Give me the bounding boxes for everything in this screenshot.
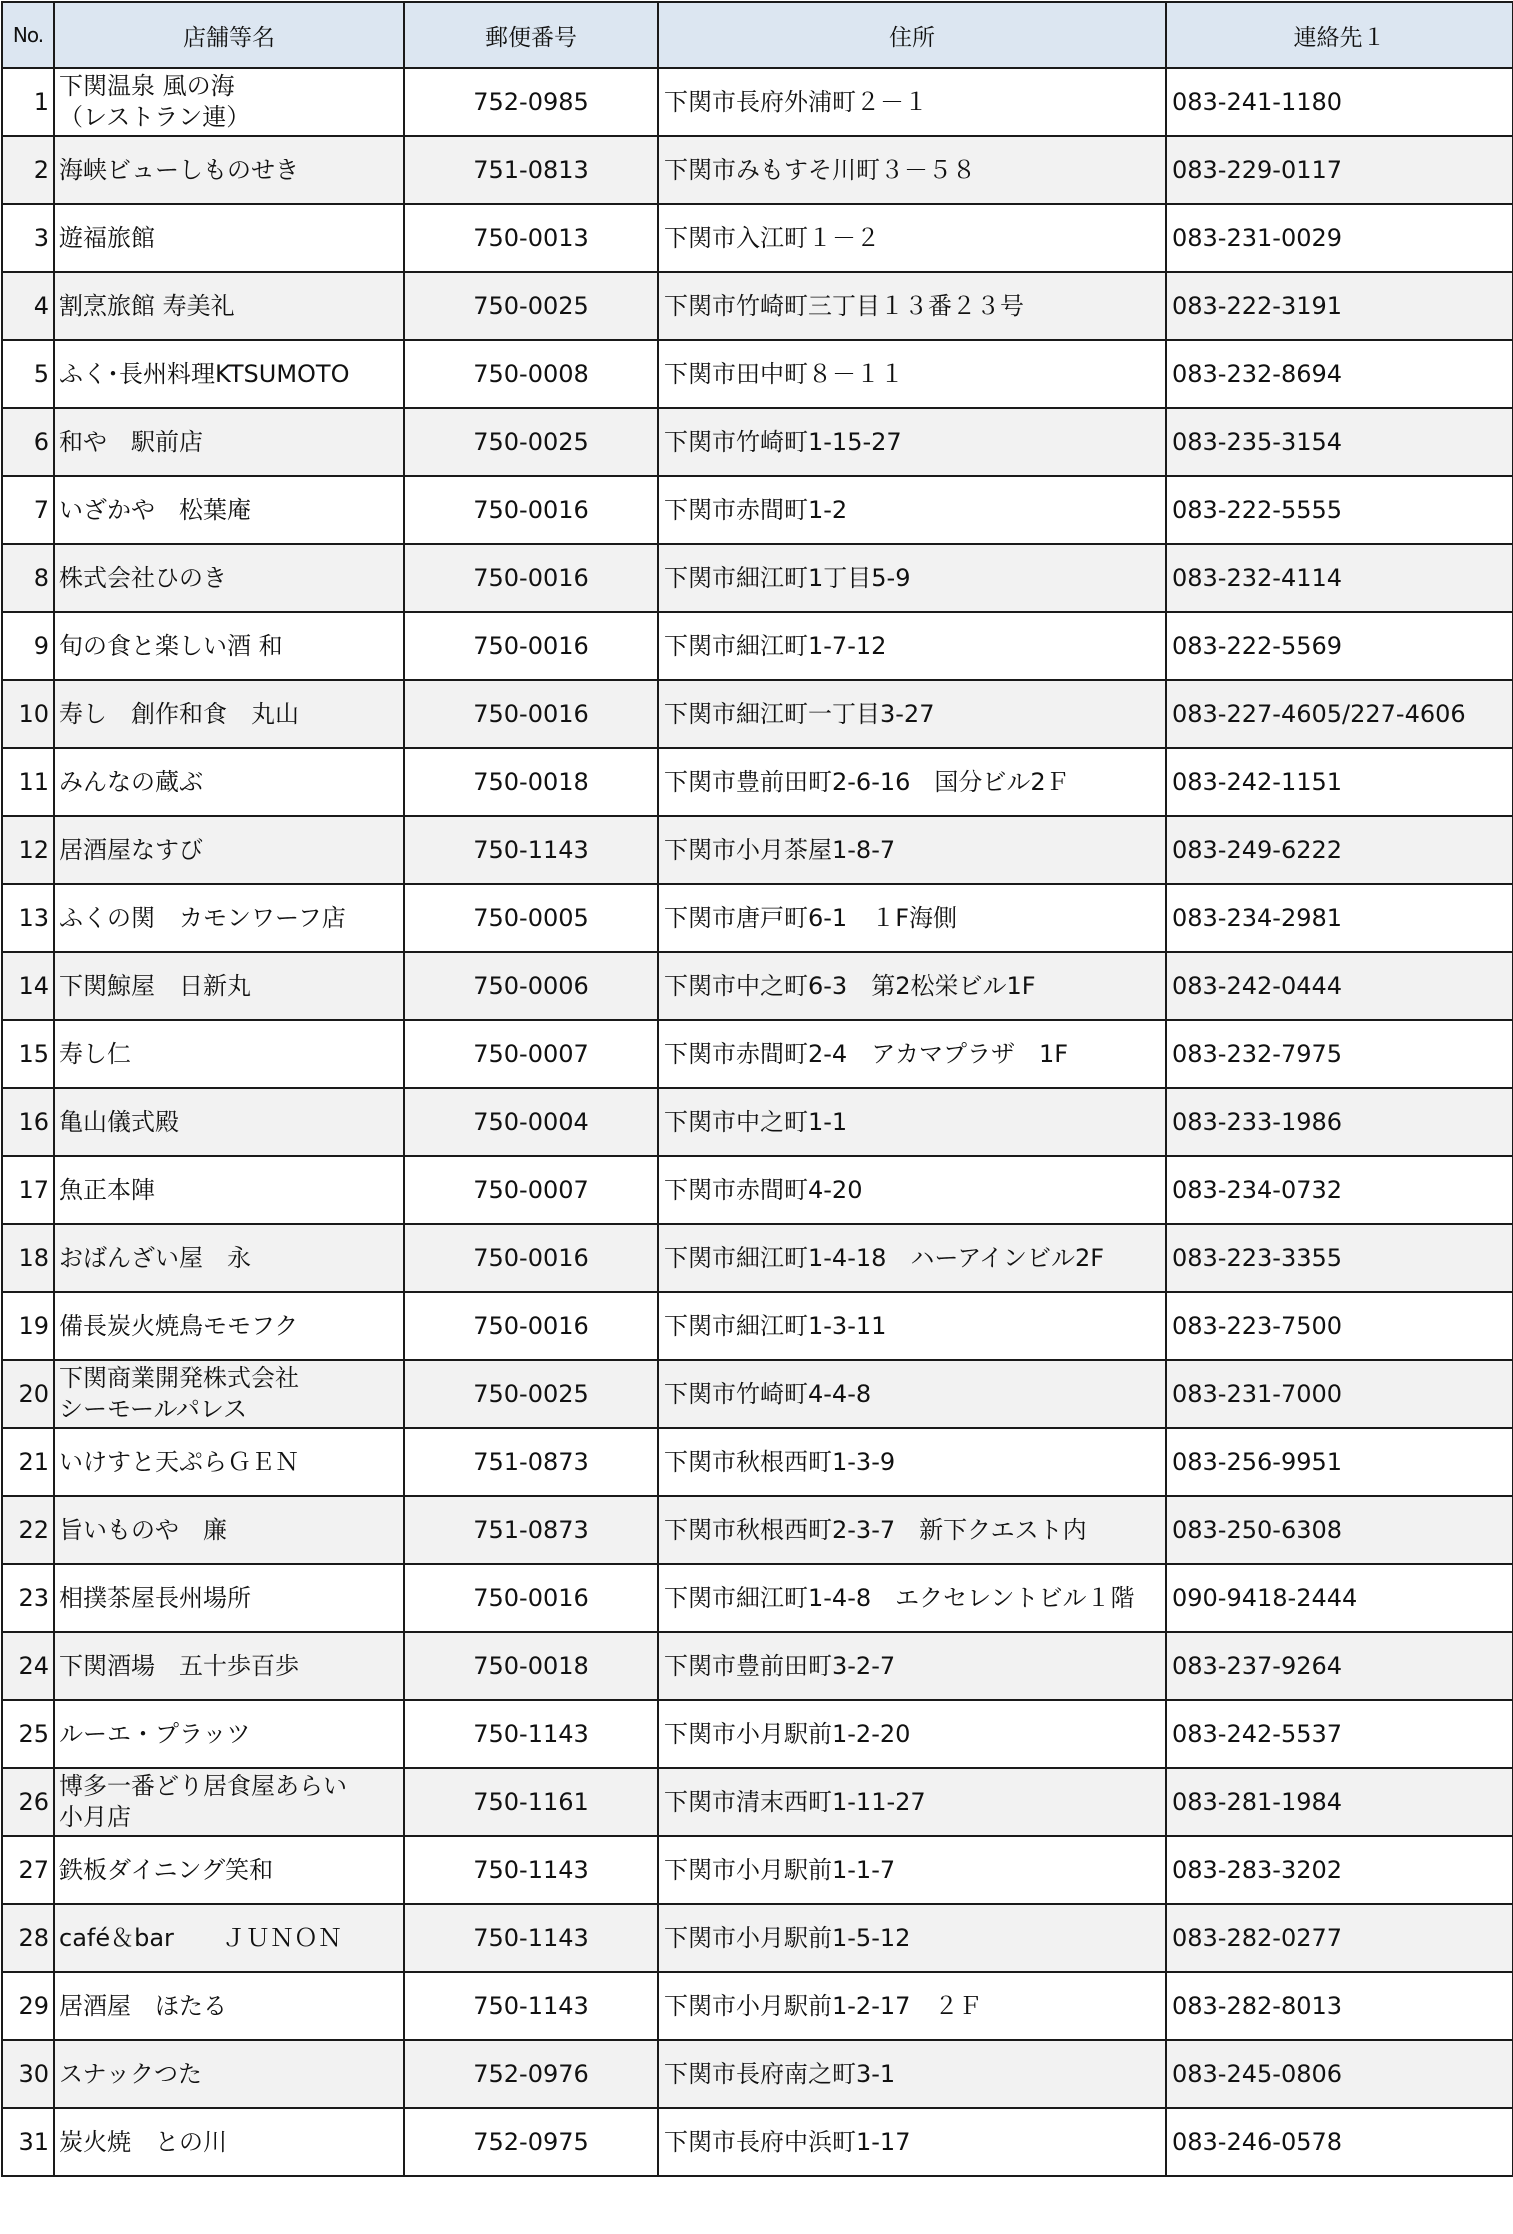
address: 下関市赤間町1-2 bbox=[658, 476, 1166, 544]
store-name: 備長炭火焼鳥モモフク bbox=[54, 1292, 404, 1360]
store-name: ふくの関 カモンワーフ店 bbox=[54, 884, 404, 952]
row-number: 28 bbox=[2, 1904, 54, 1972]
table-row bbox=[2, 748, 1513, 816]
postal-code: 751-0813 bbox=[404, 136, 658, 204]
table-row bbox=[2, 340, 1513, 408]
postal-code: 750-0018 bbox=[404, 748, 658, 816]
table-row bbox=[2, 1768, 1513, 1836]
address: 下関市赤間町4-20 bbox=[658, 1156, 1166, 1224]
contact-phone: 090-9418-2444 bbox=[1166, 1564, 1513, 1632]
row-number: 5 bbox=[2, 340, 54, 408]
row-number: 1 bbox=[2, 68, 54, 136]
store-name: 居酒屋 ほたる bbox=[54, 1972, 404, 2040]
store-name: 下関温泉 風の海 （レストラン連） bbox=[54, 68, 404, 136]
postal-code: 750-1143 bbox=[404, 1836, 658, 1904]
row-number: 14 bbox=[2, 952, 54, 1020]
address: 下関市みもすそ川町３－５８ bbox=[658, 136, 1166, 204]
postal-code: 750-0006 bbox=[404, 952, 658, 1020]
table-row bbox=[2, 612, 1513, 680]
contact-phone: 083-232-8694 bbox=[1166, 340, 1513, 408]
postal-code: 750-1143 bbox=[404, 1972, 658, 2040]
postal-code: 750-0016 bbox=[404, 680, 658, 748]
store-name: おばんざい屋 永 bbox=[54, 1224, 404, 1292]
table-row bbox=[2, 1700, 1513, 1768]
table-row bbox=[2, 1972, 1513, 2040]
postal-code: 750-1161 bbox=[404, 1768, 658, 1836]
store-name: 博多一番どり居食屋あらい 小月店 bbox=[54, 1768, 404, 1836]
header-row bbox=[2, 2, 1513, 68]
address: 下関市細江町1-4-18 ハーアインビル2F bbox=[658, 1224, 1166, 1292]
postal-code: 750-0025 bbox=[404, 1360, 658, 1428]
address: 下関市小月茶屋1-8-7 bbox=[658, 816, 1166, 884]
row-number: 27 bbox=[2, 1836, 54, 1904]
table-row bbox=[2, 544, 1513, 612]
row-number: 19 bbox=[2, 1292, 54, 1360]
table-row bbox=[2, 408, 1513, 476]
table-row bbox=[2, 2108, 1513, 2176]
address: 下関市小月駅前1-1-7 bbox=[658, 1836, 1166, 1904]
postal-code: 750-0016 bbox=[404, 1292, 658, 1360]
store-name: ルーエ・プラッツ bbox=[54, 1700, 404, 1768]
address: 下関市長府南之町3-1 bbox=[658, 2040, 1166, 2108]
address: 下関市竹崎町4-4-8 bbox=[658, 1360, 1166, 1428]
store-name: ふく･長州料理KTSUMOTO bbox=[54, 340, 404, 408]
header-postal-code: 郵便番号 bbox=[404, 2, 658, 68]
header-contact: 連絡先１ bbox=[1166, 2, 1513, 68]
table-row bbox=[2, 204, 1513, 272]
table-row bbox=[2, 68, 1513, 136]
table-row bbox=[2, 1496, 1513, 1564]
row-number: 31 bbox=[2, 2108, 54, 2176]
store-name: いけすと天ぷらＧＥＮ bbox=[54, 1428, 404, 1496]
postal-code: 750-0025 bbox=[404, 272, 658, 340]
address: 下関市細江町1丁目5-9 bbox=[658, 544, 1166, 612]
postal-code: 750-0016 bbox=[404, 1224, 658, 1292]
row-number: 29 bbox=[2, 1972, 54, 2040]
row-number: 15 bbox=[2, 1020, 54, 1088]
store-name: 鉄板ダイニング笑和 bbox=[54, 1836, 404, 1904]
table-row bbox=[2, 884, 1513, 952]
store-name: 下関鯨屋 日新丸 bbox=[54, 952, 404, 1020]
postal-code: 750-0016 bbox=[404, 544, 658, 612]
table-row bbox=[2, 1360, 1513, 1428]
address: 下関市中之町1-1 bbox=[658, 1088, 1166, 1156]
store-name: 亀山儀式殿 bbox=[54, 1088, 404, 1156]
store-name: 旨いものや 廉 bbox=[54, 1496, 404, 1564]
row-number: 6 bbox=[2, 408, 54, 476]
table-row bbox=[2, 1632, 1513, 1700]
contact-phone: 083-229-0117 bbox=[1166, 136, 1513, 204]
table-row bbox=[2, 1224, 1513, 1292]
store-name: 割烹旅館 寿美礼 bbox=[54, 272, 404, 340]
address: 下関市豊前田町3-2-7 bbox=[658, 1632, 1166, 1700]
row-number: 21 bbox=[2, 1428, 54, 1496]
store-name: 下関商業開発株式会社 シーモールパレス bbox=[54, 1360, 404, 1428]
row-number: 12 bbox=[2, 816, 54, 884]
store-name: スナックつた bbox=[54, 2040, 404, 2108]
contact-phone: 083-281-1984 bbox=[1166, 1768, 1513, 1836]
header-address: 住所 bbox=[658, 2, 1166, 68]
store-name: みんなの蔵ぶ bbox=[54, 748, 404, 816]
postal-code: 752-0985 bbox=[404, 68, 658, 136]
postal-code: 751-0873 bbox=[404, 1428, 658, 1496]
table-row bbox=[2, 1564, 1513, 1632]
address: 下関市細江町一丁目3-27 bbox=[658, 680, 1166, 748]
store-table bbox=[1, 1, 1513, 2177]
contact-phone: 083-241-1180 bbox=[1166, 68, 1513, 136]
table-row bbox=[2, 816, 1513, 884]
header-no: No. bbox=[2, 2, 54, 68]
row-number: 22 bbox=[2, 1496, 54, 1564]
store-name: 相撲茶屋長州場所 bbox=[54, 1564, 404, 1632]
store-name: 魚正本陣 bbox=[54, 1156, 404, 1224]
header-store-name: 店舗等名 bbox=[54, 2, 404, 68]
contact-phone: 083-235-3154 bbox=[1166, 408, 1513, 476]
store-name: 株式会社ひのき bbox=[54, 544, 404, 612]
row-number: 9 bbox=[2, 612, 54, 680]
contact-phone: 083-282-8013 bbox=[1166, 1972, 1513, 2040]
address: 下関市唐戸町6-1 １F海側 bbox=[658, 884, 1166, 952]
contact-phone: 083-222-5555 bbox=[1166, 476, 1513, 544]
address: 下関市入江町１－２ bbox=[658, 204, 1166, 272]
store-name: 和や 駅前店 bbox=[54, 408, 404, 476]
contact-phone: 083-282-0277 bbox=[1166, 1904, 1513, 1972]
postal-code: 750-0005 bbox=[404, 884, 658, 952]
address: 下関市長府中浜町1-17 bbox=[658, 2108, 1166, 2176]
address: 下関市長府外浦町２－１ bbox=[658, 68, 1166, 136]
postal-code: 750-0004 bbox=[404, 1088, 658, 1156]
contact-phone: 083-232-4114 bbox=[1166, 544, 1513, 612]
row-number: 4 bbox=[2, 272, 54, 340]
contact-phone: 083-223-3355 bbox=[1166, 1224, 1513, 1292]
postal-code: 750-0008 bbox=[404, 340, 658, 408]
postal-code: 750-0013 bbox=[404, 204, 658, 272]
postal-code: 750-0007 bbox=[404, 1156, 658, 1224]
table-row bbox=[2, 1088, 1513, 1156]
table-row bbox=[2, 2040, 1513, 2108]
row-number: 30 bbox=[2, 2040, 54, 2108]
store-name: café＆bar ＪＵＮＯＮ bbox=[54, 1904, 404, 1972]
contact-phone: 083-242-0444 bbox=[1166, 952, 1513, 1020]
row-number: 10 bbox=[2, 680, 54, 748]
postal-code: 750-1143 bbox=[404, 1700, 658, 1768]
postal-code: 750-1143 bbox=[404, 816, 658, 884]
contact-phone: 083-237-9264 bbox=[1166, 1632, 1513, 1700]
contact-phone: 083-283-3202 bbox=[1166, 1836, 1513, 1904]
row-number: 26 bbox=[2, 1768, 54, 1836]
contact-phone: 083-249-6222 bbox=[1166, 816, 1513, 884]
contact-phone: 083-234-0732 bbox=[1166, 1156, 1513, 1224]
row-number: 25 bbox=[2, 1700, 54, 1768]
address: 下関市細江町1-3-11 bbox=[658, 1292, 1166, 1360]
store-name: 旬の食と楽しい酒 和 bbox=[54, 612, 404, 680]
postal-code: 750-0025 bbox=[404, 408, 658, 476]
table-row bbox=[2, 680, 1513, 748]
postal-code: 750-0016 bbox=[404, 476, 658, 544]
store-name: いざかや 松葉庵 bbox=[54, 476, 404, 544]
postal-code: 751-0873 bbox=[404, 1496, 658, 1564]
store-name: 寿し 創作和食 丸山 bbox=[54, 680, 404, 748]
postal-code: 750-0016 bbox=[404, 1564, 658, 1632]
postal-code: 752-0975 bbox=[404, 2108, 658, 2176]
store-name: 下関酒場 五十歩百歩 bbox=[54, 1632, 404, 1700]
row-number: 13 bbox=[2, 884, 54, 952]
contact-phone: 083-245-0806 bbox=[1166, 2040, 1513, 2108]
row-number: 24 bbox=[2, 1632, 54, 1700]
table-row bbox=[2, 136, 1513, 204]
row-number: 11 bbox=[2, 748, 54, 816]
row-number: 17 bbox=[2, 1156, 54, 1224]
postal-code: 750-0016 bbox=[404, 612, 658, 680]
contact-phone: 083-222-5569 bbox=[1166, 612, 1513, 680]
store-name: 居酒屋なすび bbox=[54, 816, 404, 884]
postal-code: 752-0976 bbox=[404, 2040, 658, 2108]
store-name: 炭火焼 との川 bbox=[54, 2108, 404, 2176]
postal-code: 750-0007 bbox=[404, 1020, 658, 1088]
contact-phone: 083-246-0578 bbox=[1166, 2108, 1513, 2176]
table-row bbox=[2, 272, 1513, 340]
table-row bbox=[2, 1428, 1513, 1496]
store-name: 海峡ビューしものせき bbox=[54, 136, 404, 204]
row-number: 7 bbox=[2, 476, 54, 544]
table-row bbox=[2, 952, 1513, 1020]
address: 下関市小月駅前1-5-12 bbox=[658, 1904, 1166, 1972]
row-number: 8 bbox=[2, 544, 54, 612]
table-row bbox=[2, 1292, 1513, 1360]
contact-phone: 083-242-1151 bbox=[1166, 748, 1513, 816]
address: 下関市清末西町1-11-27 bbox=[658, 1768, 1166, 1836]
contact-phone: 083-231-0029 bbox=[1166, 204, 1513, 272]
row-number: 3 bbox=[2, 204, 54, 272]
address: 下関市豊前田町2-6-16 国分ビル2Ｆ bbox=[658, 748, 1166, 816]
address: 下関市細江町1-7-12 bbox=[658, 612, 1166, 680]
address: 下関市竹崎町1-15-27 bbox=[658, 408, 1166, 476]
contact-phone: 083-234-2981 bbox=[1166, 884, 1513, 952]
address: 下関市竹崎町三丁目１３番２３号 bbox=[658, 272, 1166, 340]
table-row bbox=[2, 1904, 1513, 1972]
table-row bbox=[2, 476, 1513, 544]
row-number: 2 bbox=[2, 136, 54, 204]
contact-phone: 083-232-7975 bbox=[1166, 1020, 1513, 1088]
postal-code: 750-0018 bbox=[404, 1632, 658, 1700]
contact-phone: 083-250-6308 bbox=[1166, 1496, 1513, 1564]
address: 下関市中之町6-3 第2松栄ビル1F bbox=[658, 952, 1166, 1020]
contact-phone: 083-222-3191 bbox=[1166, 272, 1513, 340]
contact-phone: 083-223-7500 bbox=[1166, 1292, 1513, 1360]
store-name: 寿し仁 bbox=[54, 1020, 404, 1088]
address: 下関市赤間町2-4 アカマプラザ 1F bbox=[658, 1020, 1166, 1088]
table-row bbox=[2, 1156, 1513, 1224]
address: 下関市秋根西町2-3-7 新下クエスト内 bbox=[658, 1496, 1166, 1564]
store-name: 遊福旅館 bbox=[54, 204, 404, 272]
address: 下関市細江町1-4-8 エクセレントビル１階 bbox=[658, 1564, 1166, 1632]
table-row bbox=[2, 1836, 1513, 1904]
contact-phone: 083-256-9951 bbox=[1166, 1428, 1513, 1496]
address: 下関市小月駅前1-2-20 bbox=[658, 1700, 1166, 1768]
address: 下関市小月駅前1-2-17 ２Ｆ bbox=[658, 1972, 1166, 2040]
address: 下関市秋根西町1-3-9 bbox=[658, 1428, 1166, 1496]
contact-phone: 083-227-4605/227-4606 bbox=[1166, 680, 1513, 748]
row-number: 20 bbox=[2, 1360, 54, 1428]
row-number: 18 bbox=[2, 1224, 54, 1292]
contact-phone: 083-233-1986 bbox=[1166, 1088, 1513, 1156]
contact-phone: 083-231-7000 bbox=[1166, 1360, 1513, 1428]
address: 下関市田中町８－１１ bbox=[658, 340, 1166, 408]
table-row bbox=[2, 1020, 1513, 1088]
row-number: 23 bbox=[2, 1564, 54, 1632]
row-number: 16 bbox=[2, 1088, 54, 1156]
postal-code: 750-1143 bbox=[404, 1904, 658, 1972]
contact-phone: 083-242-5537 bbox=[1166, 1700, 1513, 1768]
